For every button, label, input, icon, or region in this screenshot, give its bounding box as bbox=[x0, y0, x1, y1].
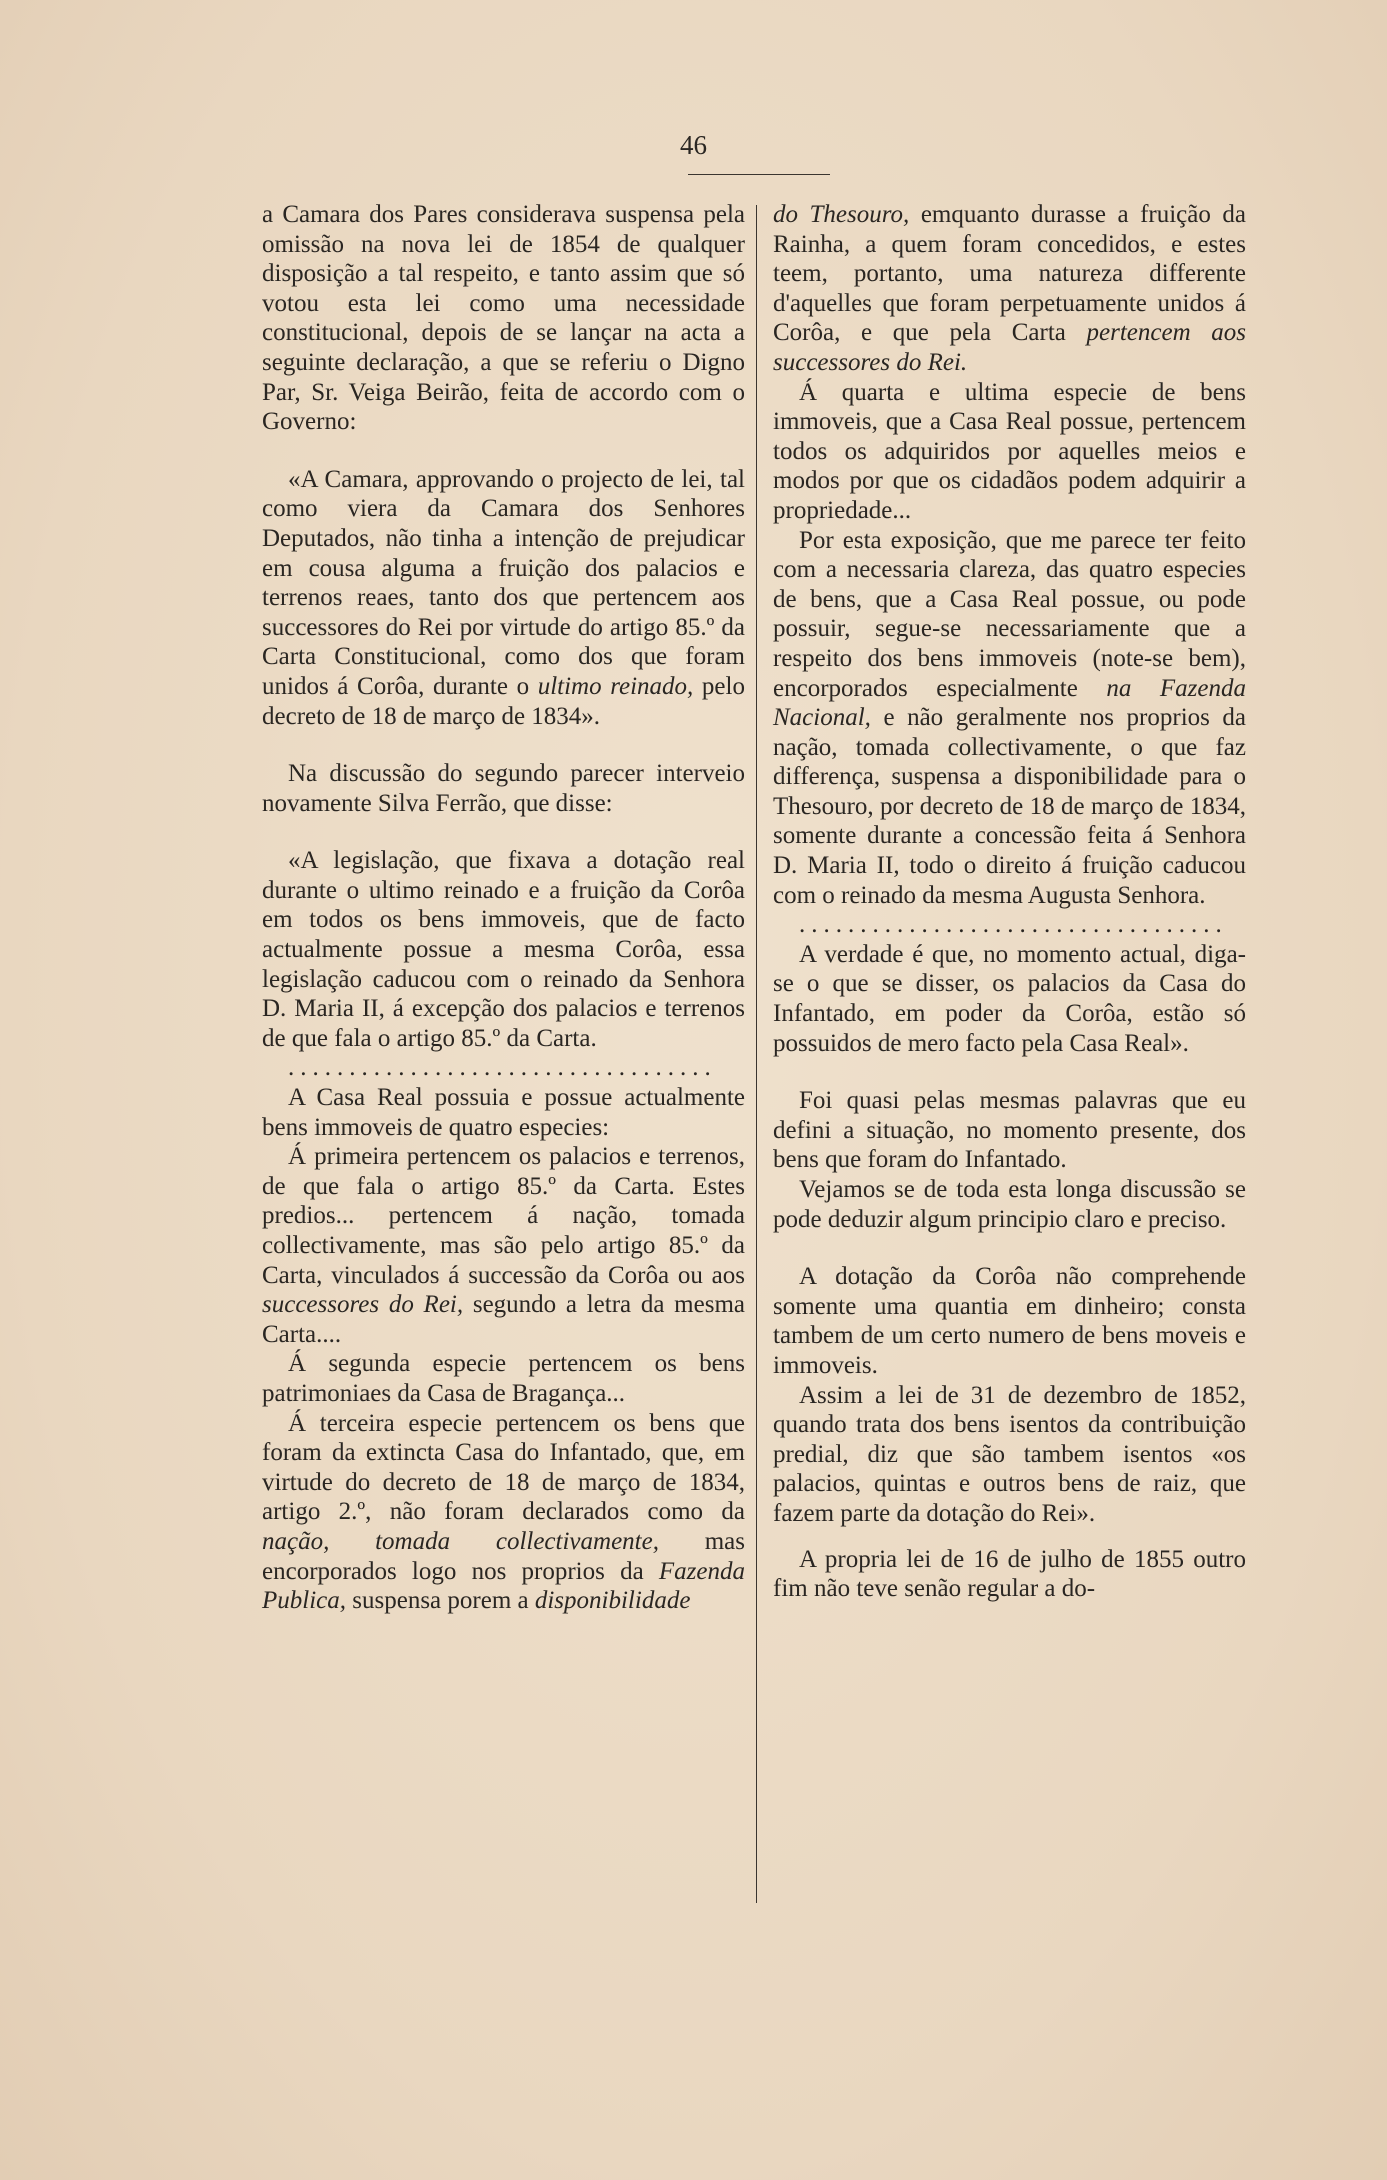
paragraph: Na discussão do segundo parecer interveio novamente Silva Ferrão, que disse: bbox=[262, 760, 745, 817]
page-number: 46 bbox=[680, 130, 707, 160]
paragraph: Á segunda especie pertencem os bens patrimoniaes da Casa de Bragança... bbox=[262, 1350, 745, 1407]
paragraph: A verdade é que, no momento actual, diga-se o que se disser, os palacios da Casa do Infantado, em poder da Corôa, estão só possuidos de mero facto pela Casa Real». bbox=[773, 940, 1246, 1057]
paragraph: do Thesouro, emquanto durasse a fruição da Rainha, a quem foram concedidos, e estes teem, portanto, uma natureza differente d'aquelles que foram perpetuamente unidos á Corôa, e que pela Carta pertencem aos successores do Rei. bbox=[773, 201, 1246, 376]
paragraph: Á quarta e ultima especie de bens immoveis, que a Casa Real possue, pertencem todos os adquiridos por aquelles meios e modos por que os cidadãos podem adquirir a propriedade... bbox=[773, 378, 1246, 524]
paragraph: A dotação da Corôa não comprehende somente uma quantia em dinheiro; consta tambem de um certo numero de bens moveis e immoveis. bbox=[773, 1263, 1246, 1379]
paragraph: a Camara dos Pares considerava suspensa pela omissão na nova lei de 1854 de qualquer disposição a tal respeito, e tanto assim que só votou esta lei como uma necessidade constitucional, depois de se lançar na acta a seguinte declaração, a que se referiu o Digno Par, Sr. Veiga Beirão, feita de accordo com o Governo: bbox=[262, 201, 745, 436]
left-column bbox=[262, 200, 745, 1616]
paragraph: A Casa Real possuia e possue actualmente bens immoveis de quatro especies: bbox=[262, 1084, 745, 1141]
quote-paragraph: «A legislação, que fixava a dotação real durante o ultimo reinado e a fruição da Corôa em todos os bens immoveis, que de facto actualmente possue a mesma Corôa, essa legislação caducou com o reinado da Senhora D. Maria II, á excepção dos palacios e terrenos de que fala o artigo 85.º da Carta. bbox=[262, 847, 745, 1052]
paragraph: Á terceira especie pertencem os bens que foram da extincta Casa do Infantado, que, em virtude do decreto de 18 de março de 1834, artigo 2.º, não foram declarados como da nação, tomada collectivamente, mas encorporados logo nos proprios da Fazenda Publica, suspensa porem a disponibilidade bbox=[262, 1409, 745, 1615]
ellipsis-separator: ................................... bbox=[288, 1054, 717, 1082]
paragraph: Por esta exposição, que me parece ter feito com a necessaria clareza, das quatro especies de bens, que a Casa Real possue, ou pode possuir, segue-se necessariamente que a respeito dos bens immoveis (note-se bem), encorporados especialmente na Fazenda Nacional, e não geralmente nos proprios da nação, tomada collectivamente, o que faz differença, suspensa a disponibilidade para o Thesouro, por decreto de 18 de março de 1834, somente durante a concessão feita á Senhora D. Maria II, todo o direito á fruição caducou com o reinado da mesma Augusta Senhora. bbox=[773, 526, 1246, 909]
column-divider bbox=[756, 205, 757, 1903]
paragraph: Á primeira pertencem os palacios e terrenos, de que fala o artigo 85.º da Carta. Estes predios... pertencem á nação, tomada collectivamente, mas são pelo artigo 85.º da Carta, vinculados á successão da Corôa ou aos successores do Rei, segundo a letra da mesma Carta.... bbox=[262, 1143, 745, 1348]
paragraph: Vejamos se de toda esta longa discussão se pode deduzir algum principio claro e preciso. bbox=[773, 1176, 1246, 1233]
paragraph: A propria lei de 16 de julho de 1855 outro fim não teve senão regular a do- bbox=[773, 1545, 1246, 1603]
quote-paragraph: «A Camara, approvando o projecto de lei, tal como viera da Camara dos Senhores Deputados, não tinha a intenção de prejudicar em cousa alguma a fruição dos palacios e terrenos reaes, tanto dos que pertencem aos successores do Rei por virtude do artigo 85.º da Carta Constitucional, como dos que foram unidos á Corôa, durante o ultimo reinado, pelo decreto de 18 de março de 1834». bbox=[262, 465, 745, 730]
ellipsis-separator: ................................... bbox=[799, 911, 1228, 939]
right-column bbox=[773, 200, 1246, 1604]
paragraph: Assim a lei de 31 de dezembro de 1852, quando trata dos bens isentos da contribuição predial, diz que são tambem isentos «os palacios, quintas e outros bens de raiz, que fazem parte da dotação do Rei». bbox=[773, 1381, 1246, 1527]
header-rule bbox=[688, 174, 830, 175]
paragraph: Foi quasi pelas mesmas palavras que eu defini a situação, no momento presente, dos bens que foram do Infantado. bbox=[773, 1087, 1246, 1174]
